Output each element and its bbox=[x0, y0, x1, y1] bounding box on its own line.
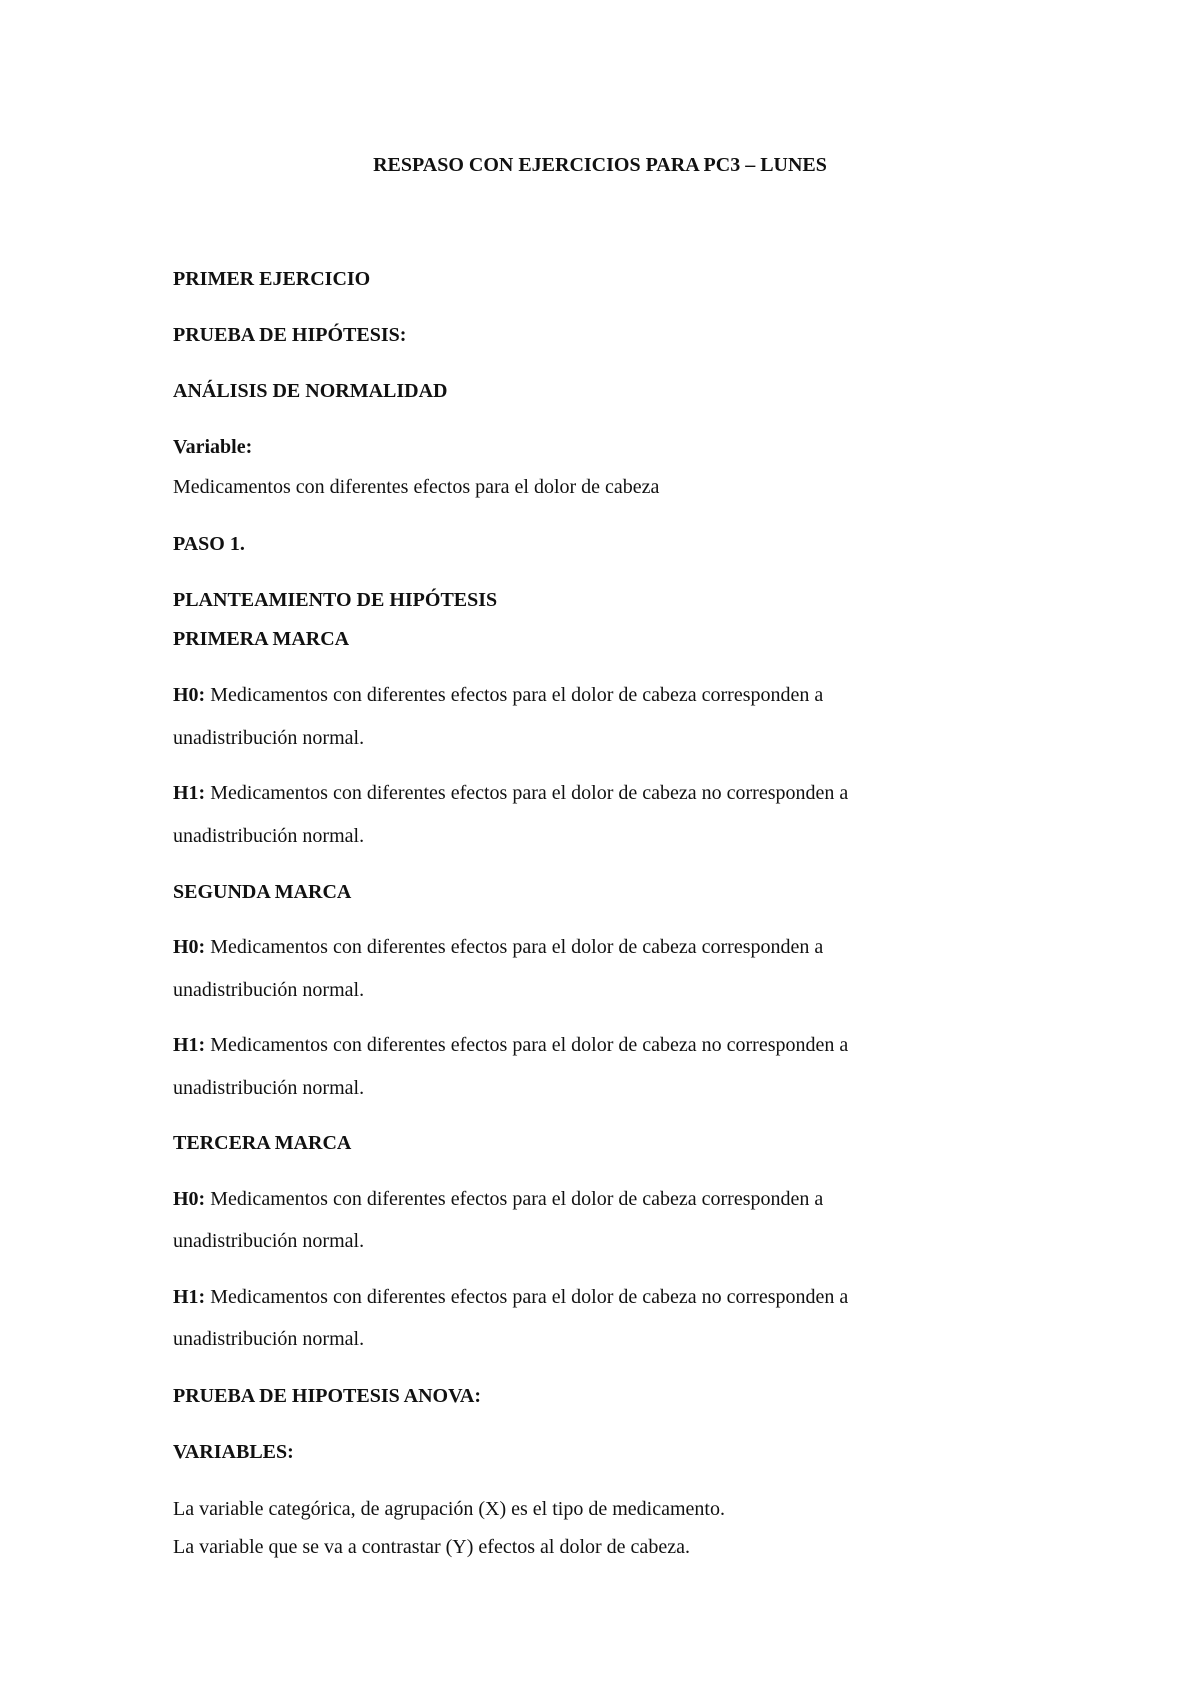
anova-heading: PRUEBA DE HIPOTESIS ANOVA: bbox=[173, 1385, 482, 1407]
variable-text: Medicamentos con diferentes efectos para el dolor de cabeza bbox=[173, 476, 660, 498]
test-heading: PRUEBA DE HIPÓTESIS: bbox=[173, 324, 407, 346]
h0-statement bbox=[173, 1187, 823, 1211]
h1-statement bbox=[173, 781, 848, 805]
variables-line: La variable categórica, de agrupación (X) es el tipo de medicamento. bbox=[173, 1498, 725, 1520]
h1-statement bbox=[173, 1285, 848, 1309]
h1-statement bbox=[173, 1033, 848, 1057]
document-title: RESPASO CON EJERCICIOS PARA PC3 – LUNES bbox=[373, 154, 827, 176]
variable-label: Variable: bbox=[173, 436, 253, 458]
h0-continuation: unadistribución normal. bbox=[173, 727, 365, 749]
h0-text: Medicamentos con diferentes efectos para el dolor de cabeza corresponden a bbox=[205, 1188, 824, 1210]
exercise-heading: PRIMER EJERCICIO bbox=[173, 268, 371, 290]
normality-heading: ANÁLISIS DE NORMALIDAD bbox=[173, 380, 448, 402]
brand-heading: TERCERA MARCA bbox=[173, 1132, 352, 1154]
h1-label: H1: bbox=[173, 782, 206, 804]
h1-continuation: unadistribución normal. bbox=[173, 1328, 365, 1350]
h1-continuation: unadistribución normal. bbox=[173, 825, 365, 847]
h1-text: Medicamentos con diferentes efectos para el dolor de cabeza no corresponden a bbox=[205, 1286, 849, 1308]
hypothesis-heading: PLANTEAMIENTO DE HIPÓTESIS bbox=[173, 589, 498, 611]
h0-statement bbox=[173, 683, 823, 707]
h0-label: H0: bbox=[173, 1188, 206, 1210]
h1-label: H1: bbox=[173, 1286, 206, 1308]
variables-line: La variable que se va a contrastar (Y) efectos al dolor de cabeza. bbox=[173, 1536, 690, 1558]
h1-continuation: unadistribución normal. bbox=[173, 1077, 365, 1099]
h1-label: H1: bbox=[173, 1034, 206, 1056]
h0-continuation: unadistribución normal. bbox=[173, 979, 365, 1001]
brand-heading: PRIMERA MARCA bbox=[173, 628, 350, 650]
h0-label: H0: bbox=[173, 684, 206, 706]
h0-statement bbox=[173, 935, 823, 959]
h0-continuation: unadistribución normal. bbox=[173, 1230, 365, 1252]
brand-heading: SEGUNDA MARCA bbox=[173, 881, 352, 903]
h1-text: Medicamentos con diferentes efectos para el dolor de cabeza no corresponden a bbox=[205, 1034, 849, 1056]
h0-text: Medicamentos con diferentes efectos para el dolor de cabeza corresponden a bbox=[205, 684, 824, 706]
h0-label: H0: bbox=[173, 936, 206, 958]
h1-text: Medicamentos con diferentes efectos para el dolor de cabeza no corresponden a bbox=[205, 782, 849, 804]
step-heading: PASO 1. bbox=[173, 533, 245, 555]
variables-heading: VARIABLES: bbox=[173, 1441, 294, 1463]
h0-text: Medicamentos con diferentes efectos para el dolor de cabeza corresponden a bbox=[205, 936, 824, 958]
